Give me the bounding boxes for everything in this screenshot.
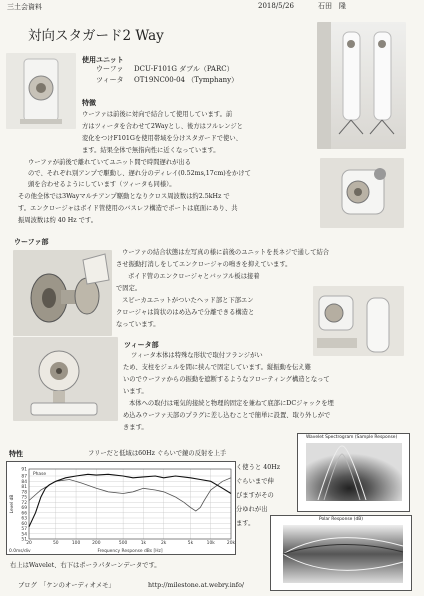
tweeter-line: います。 [123, 388, 148, 395]
time-scale-label: 0.0ms/div [9, 549, 31, 554]
speaker-head-photo [320, 158, 404, 228]
tweeter-heading: ツィータ部 [124, 340, 159, 349]
y-axis-label: Level dB [10, 494, 15, 514]
footer-url[interactable]: http://milestone.at.webry.info/ [148, 582, 245, 589]
y-tick-label: 75 [21, 495, 27, 501]
footer-blog-label: ブログ 「ケンのオーディオメモ」 [18, 582, 115, 589]
woofer-heading: ウーファ部 [14, 237, 49, 246]
wavelet-title: Wavelet Spectrogram (Sample Response) [306, 435, 398, 440]
features-line: ので、それぞれ別アンプで駆動し、遅れ分のディレイ(0.52ms,17cm)をかけて [28, 170, 251, 177]
y-tick-label: 51 [21, 537, 27, 543]
tweeter-unit-label: ツィータ [96, 76, 124, 84]
response-line [29, 474, 231, 527]
y-tick-label: 69 [21, 506, 27, 511]
x-tick-label: 5k [187, 541, 194, 546]
x-tick-label: 50 [52, 541, 59, 546]
y-tick-label: 78 [21, 490, 27, 496]
tweeter-line: きます。 [123, 424, 148, 431]
woofer-unit-label: ウーファ [96, 65, 124, 73]
woofer-assembly-photo [13, 250, 112, 336]
woofer-line: で固定。 [116, 285, 142, 292]
phase-line [29, 478, 231, 511]
polar-title: Polar Response (dB) [319, 517, 363, 522]
features-line: 変化をつけF101Gを使用帯域を分けスタガードで使い、 [82, 135, 242, 142]
x-tick-label: 2k [160, 541, 167, 546]
features-line: その他全体では3Wayマルチアンプ駆動となりクロス周波数は約2.5kHz で [18, 193, 230, 200]
characteristics-line: ぐらいまで伸 [236, 478, 274, 485]
features-line: 方はツィータを合わせて2Wayとし、後方はフルレンジと [82, 123, 243, 130]
wavelet-chart [297, 433, 410, 512]
x-axis-label: Frequency Response dBs [Hz] [97, 549, 163, 554]
tweeter-line: いのでウーファからの振動を遮断するようなフローティング構造となって [123, 376, 330, 383]
org-label: 三土会資料 [7, 3, 42, 11]
page-title: 対向スタガード2 Way [28, 28, 164, 44]
x-tick-label: 200 [92, 541, 101, 546]
speakers-room-photo [317, 22, 406, 149]
x-tick-label: 10k [206, 541, 215, 546]
y-tick-label: 57 [21, 527, 27, 532]
speaker-photo [6, 53, 76, 129]
y-tick-label: 63 [21, 516, 27, 522]
tweeter-line: め込みウーファ天部のプラグに差し込むことで簡単に設置、取り外しがで [123, 412, 331, 419]
woofer-unit-model: DCU-F101G ダブル（PARC） [134, 65, 234, 73]
x-tick-label: 100 [71, 541, 81, 546]
woofer-line: ウーファの結合状態は左写真の様に前後のユニットを長ネジで通して結合 [122, 249, 330, 256]
units-heading: 使用ユニット [82, 55, 124, 64]
features-heading: 特徴 [82, 98, 96, 107]
y-tick-label: 87 [21, 474, 27, 480]
tweeter-line: ツィータ本体は特殊な形状で取付フランジがい [131, 352, 263, 359]
y-tick-label: 66 [21, 511, 27, 517]
features-line: ウーファが前後で離れていてユニット間で時間遅れが出る [28, 159, 192, 166]
polar-chart [270, 515, 412, 591]
head-enclosure-photo [313, 286, 404, 356]
woofer-line: スピーカユニットがついたヘッド部と下部エン [122, 297, 254, 304]
characteristics-line: フリーだと低域は60Hz ぐらいで鏡の反射を上手 [88, 450, 227, 457]
phase-label: Phase [33, 472, 47, 477]
woofer-line: ボイド管のエンクロージャとバッフル板は接着 [128, 273, 260, 280]
y-tick-label: 91 [21, 467, 27, 473]
tweeter-mount-photo [13, 337, 118, 421]
features-line: 頭を合わせるようにしています（ツィータも同様）。 [28, 181, 176, 188]
features-line: ウーファは前後に対向で結合して使用しています。前 [82, 111, 233, 118]
features-line: ます。結果全体で無指向性に近くなっています。 [82, 147, 220, 154]
y-tick-label: 54 [21, 532, 27, 538]
characteristics-heading: 特性 [9, 449, 23, 458]
frequency-response-chart [6, 461, 236, 555]
y-tick-label: 84 [21, 479, 27, 485]
characteristics-line: びますがその [236, 492, 274, 499]
x-tick-label: 500 [118, 541, 128, 546]
x-tick-label: 20 [26, 541, 32, 546]
woofer-line: なっています。 [116, 321, 160, 328]
woofer-line: クロージャは筒状のはめ込みで分離できる構造と [116, 309, 255, 316]
characteristics-caption: 右上はWavelet、右下はポーラパターンデータです。 [10, 562, 161, 569]
characteristics-line: 分ゆれが出 [236, 506, 268, 513]
x-tick-label: 20k [226, 541, 235, 546]
tweeter-line: ため、支柱をジェルを間に挟んで固定しています。縦振動を伝え難 [123, 364, 312, 371]
author-label: 石田 隆 [318, 2, 346, 10]
tweeter-line: 本体への取付は電気的接続と物理的固定を兼ねて底部にDCジャックを埋 [129, 400, 334, 407]
woofer-line: させ振動打消しをしてエンクロージャの鳴きを抑えています。 [116, 261, 292, 268]
y-tick-label: 60 [21, 521, 27, 527]
characteristics-line: ます。 [236, 520, 255, 527]
y-tick-label: 81 [21, 485, 27, 490]
date-label: 2018/5/26 [258, 2, 294, 10]
features-line: 振周波数は約 40 Hz です。 [18, 217, 97, 224]
y-tick-label: 72 [21, 500, 27, 506]
characteristics-line: く使うと 40Hz [236, 464, 281, 471]
tweeter-unit-model: OT19NC00-04 （Tymphany） [134, 76, 239, 84]
features-line: す。エンクロージャはボイド管使用のバスレフ構造でポートは底面にあり、共 [18, 205, 238, 212]
x-tick-label: 1k [140, 541, 147, 546]
